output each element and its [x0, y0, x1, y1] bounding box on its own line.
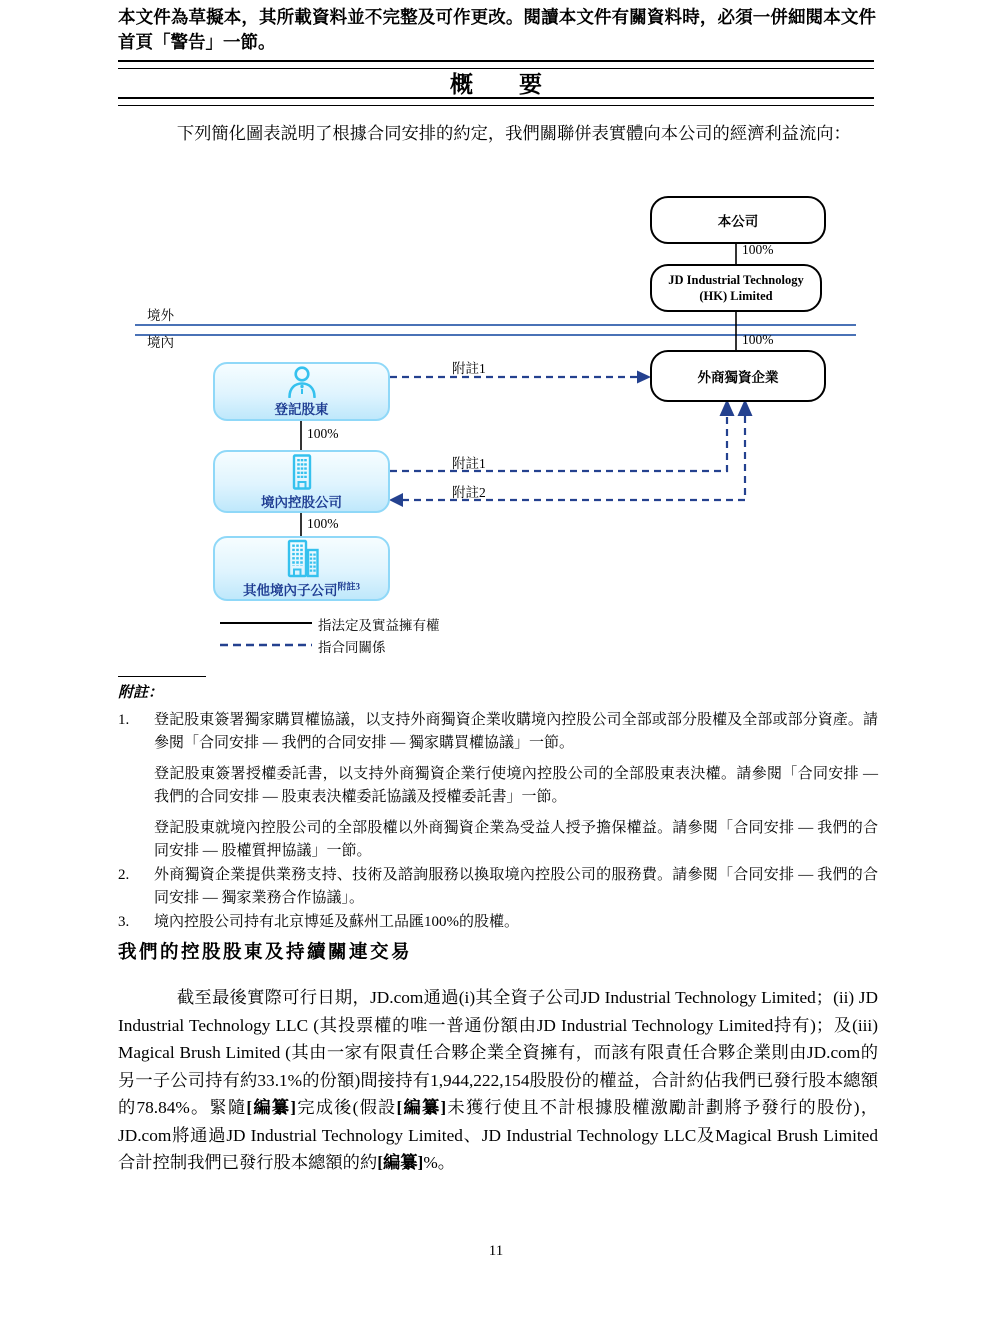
footnote-item — [118, 709, 878, 864]
other-subsidiaries-note-sup: 附註3 — [337, 581, 360, 591]
footnote-paragraph: 境內控股公司持有北京博延及蘇州工品匯100%的股權。 — [154, 913, 519, 930]
note2-label: 附註2 — [452, 485, 486, 500]
diagram-connectors — [0, 190, 992, 670]
ownership-pct-label: 100% — [742, 242, 774, 257]
footnote-divider — [118, 676, 206, 677]
hk-subsidiary-box-label: JD Industrial Technology (HK) Limited — [668, 272, 804, 303]
arrowhead-right-icon — [637, 371, 651, 384]
note1-label: 附註1 — [452, 361, 486, 376]
other-subsidiaries-text: 其他境內子公司 — [242, 582, 338, 598]
contract-line-note1-holdco — [390, 416, 727, 471]
building-icon — [283, 453, 321, 491]
footnote-number: 1. — [118, 711, 130, 728]
wfoe-box — [650, 350, 826, 402]
wfoe-box-label: 外商獨資企業 — [697, 370, 779, 385]
footnote-body — [154, 864, 878, 911]
other-subsidiaries-label — [243, 579, 360, 599]
footnote-paragraph: 登記股東簽署授權委託書，以支持外商獨資企業行使境內控股公司的全部股東表決權。請參閱「合同安排 — 我們的合同安排 — 股東表決權委託協議及授權委託書」一節。 — [154, 765, 878, 805]
footnote-number: 2. — [118, 866, 130, 883]
controlling-shareholders-paragraph: 截至最後實際可行日期，JD.com通過(i)其全資子公司JD Industrial Technology Limited；(ii) JD Industrial Technology LLC (其投票權的唯一普通份額由JD Industrial Technology Limited持有)；及(iii) Magical Brush Limited (其由一家有限責任合夥企業全資擁有，而該有限責任合夥企業則由JD.com的另一子公司持有約33.1%的份額)間接持有1,944,222,154股股份的權益，合計約佔我們已發行股本總額的78.84%。緊隨[編纂]完成後(假設[編纂]未獲行使且不計根據股權激勵計劃將予發行的股份)，JD.com將通過JD Industrial Technology Limited、JD Industrial Technology LLC及Magical Brush Limited合計控制我們已發行股本總額的約[編纂]%。 — [118, 988, 879, 1172]
registered-shareholders-label: 登記股東 — [274, 402, 329, 417]
footnotes-heading: 附註： — [118, 685, 164, 701]
draft-disclaimer: 本文件為草擬本，其所載資料並不完整及可作更改。閱讀本文件有關資料時，必須一併細閱本文件首頁「警告」一節。 — [118, 7, 876, 52]
ownership-pct-label: 100% — [307, 516, 339, 531]
hk-subsidiary-box — [650, 264, 822, 312]
ownership-pct-label: 100% — [307, 426, 339, 441]
footnotes — [118, 682, 878, 934]
offshore-label: 境外 — [147, 308, 174, 323]
arrowhead-left-icon — [389, 493, 403, 507]
buildings-icon — [281, 539, 323, 579]
section-heading: 我們的控股股東及持續關連交易 — [118, 943, 413, 963]
company-box — [650, 196, 826, 244]
footnote-item — [118, 911, 878, 935]
structure-diagram — [0, 190, 992, 670]
page-number: 11 — [488, 1243, 504, 1259]
footnote-body — [154, 709, 878, 864]
domestic-holdco-box — [213, 450, 390, 513]
onshore-label: 境內 — [147, 335, 174, 350]
footnote-number: 3. — [118, 913, 130, 930]
other-subsidiaries-box — [213, 536, 390, 601]
legend-solid-label: 指法定及實益擁有權 — [318, 618, 440, 633]
footnote-paragraph: 登記股東簽署獨家購買權協議，以支持外商獨資企業收購境內控股公司全部或部分股權及全部或部分資產。請參閱「合同安排 — 我們的合同安排 — 獨家購買權協議」一節。 — [154, 711, 878, 751]
ownership-pct-label: 100% — [742, 332, 774, 347]
page-title: 概 要 — [450, 72, 542, 97]
note1-label: 附註1 — [452, 456, 486, 471]
registered-shareholders-box — [213, 362, 390, 421]
footnote-paragraph: 登記股東就境內控股公司的全部股權以外商獨資企業為受益人授予擔保權益。請參閱「合同安排 — 我們的合同安排 — 股權質押協議」一節。 — [154, 819, 878, 859]
header-rule-bottom — [118, 97, 874, 106]
person-icon — [284, 365, 320, 398]
footnote-body — [154, 911, 878, 935]
company-box-label: 本公司 — [717, 214, 759, 229]
intro-paragraph: 下列簡化圖表説明了根據合同安排的約定，我們關聯併表實體向本公司的經濟利益流向： — [176, 124, 851, 143]
footnote-paragraph: 外商獨資企業提供業務支持、技術及諮詢服務以換取境內控股公司的服務費。請參閱「合同安排 — 我們的合同安排 — 獨家業務合作協議」。 — [154, 866, 878, 906]
legend-dashed-label: 指合同關係 — [318, 640, 386, 655]
domestic-holdco-label: 境內控股公司 — [261, 494, 342, 510]
footnote-item — [118, 864, 878, 911]
